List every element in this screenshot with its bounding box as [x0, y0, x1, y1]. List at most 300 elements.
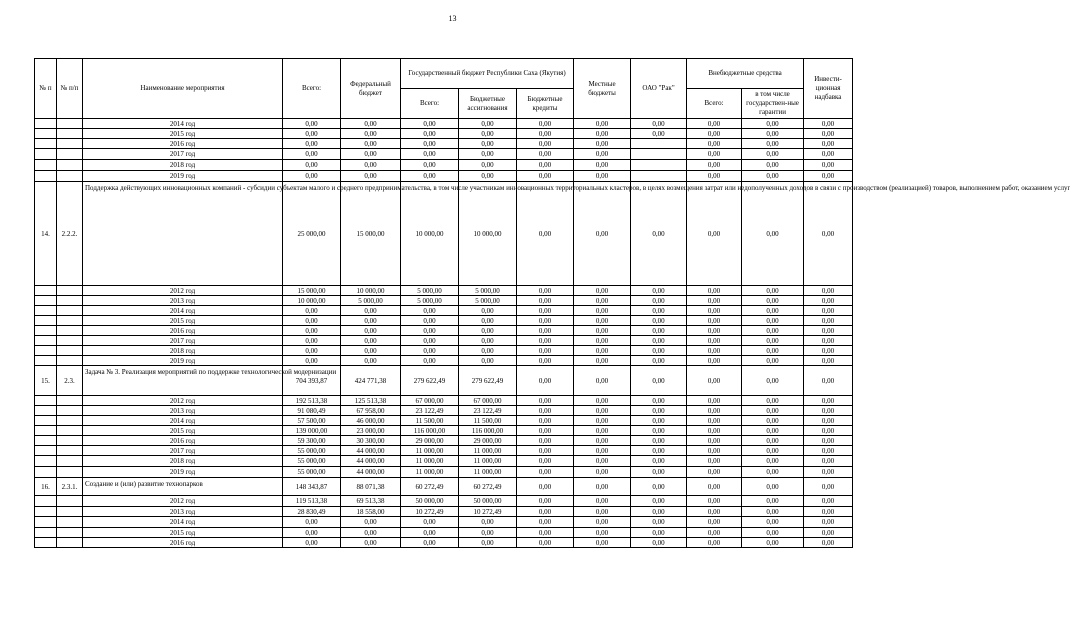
- table-row-year: [35, 139, 853, 149]
- cell-value: 0,00: [341, 316, 401, 326]
- cell-value: 0,00: [687, 182, 742, 286]
- cell-year: 2019 год: [83, 171, 283, 182]
- cell-empty: [57, 446, 83, 456]
- cell-value: 0,00: [631, 356, 687, 366]
- cell-value: 0,00: [283, 149, 341, 160]
- table-row-year: [35, 171, 853, 182]
- cell-value: 0,00: [804, 467, 853, 478]
- table-row-year: [35, 406, 853, 416]
- cell-value: 0,00: [742, 182, 804, 286]
- cell-empty: [35, 528, 57, 538]
- table-row-measure: [35, 478, 853, 496]
- cell-value: 11 500,00: [459, 416, 517, 426]
- cell-value: 0,00: [631, 426, 687, 436]
- cell-value: 0,00: [742, 528, 804, 538]
- cell-value: 0,00: [804, 416, 853, 426]
- cell-empty: [57, 326, 83, 336]
- cell-year: 2017 год: [83, 149, 283, 160]
- cell-year: 2016 год: [83, 139, 283, 149]
- cell-num: 16.: [35, 478, 57, 496]
- cell-empty: [57, 171, 83, 182]
- header-state-alloc: Бюджетные ассигнования: [459, 89, 517, 119]
- header-total: Всего:: [283, 59, 341, 119]
- table-row-measure: [35, 182, 853, 286]
- cell-value: 0,00: [517, 478, 574, 496]
- cell-value: 0,00: [687, 149, 742, 160]
- cell-value: 0,00: [283, 336, 341, 346]
- cell-year: 2017 год: [83, 446, 283, 456]
- cell-value: 0,00: [742, 538, 804, 548]
- cell-value: 0,00: [687, 356, 742, 366]
- cell-value: 0,00: [687, 517, 742, 528]
- cell-value: 0,00: [341, 160, 401, 171]
- cell-value: 0,00: [401, 326, 459, 336]
- cell-value: 0,00: [742, 478, 804, 496]
- cell-value: 0,00: [283, 528, 341, 538]
- cell-value: 0,00: [631, 119, 687, 129]
- cell-value: 0,00: [283, 306, 341, 316]
- cell-value: 0,00: [517, 496, 574, 507]
- cell-value: 0,00: [459, 139, 517, 149]
- cell-value: 0,00: [341, 528, 401, 538]
- cell-value: 0,00: [459, 149, 517, 160]
- cell-code: 2.2.2.: [57, 182, 83, 286]
- cell-value: 0,00: [517, 119, 574, 129]
- cell-value: 0,00: [631, 366, 687, 396]
- cell-value: 0,00: [517, 306, 574, 316]
- cell-empty: [35, 160, 57, 171]
- cell-value: 29 000,00: [401, 436, 459, 446]
- cell-empty: [35, 456, 57, 467]
- header-state-credit: Бюджетные кредиты: [517, 89, 574, 119]
- cell-value: 0,00: [804, 326, 853, 336]
- cell-value: 11 000,00: [401, 467, 459, 478]
- cell-year: 2016 год: [83, 326, 283, 336]
- table-row-year: [35, 119, 853, 129]
- cell-value: 0,00: [574, 528, 631, 538]
- cell-value: 55 000,00: [283, 446, 341, 456]
- cell-value: 192 513,38: [283, 396, 341, 406]
- cell-value: 0,00: [517, 406, 574, 416]
- cell-value: 0,00: [517, 356, 574, 366]
- cell-value: 0,00: [459, 517, 517, 528]
- cell-value: 10 272,49: [459, 507, 517, 517]
- table-row-year: [35, 426, 853, 436]
- cell-value: 0,00: [687, 336, 742, 346]
- header-extra-total: Всего:: [687, 89, 742, 119]
- cell-value: 0,00: [631, 446, 687, 456]
- cell-value: 0,00: [517, 436, 574, 446]
- cell-value: 0,00: [517, 517, 574, 528]
- cell-value: 0,00: [742, 286, 804, 296]
- cell-value: 0,00: [631, 316, 687, 326]
- cell-year: 2013 год: [83, 406, 283, 416]
- cell-value: 0,00: [459, 119, 517, 129]
- cell-value: 0,00: [341, 306, 401, 316]
- cell-value: 0,00: [401, 129, 459, 139]
- cell-value: 0,00: [459, 171, 517, 182]
- table-row-year: [35, 396, 853, 406]
- cell-value: 0,00: [401, 306, 459, 316]
- cell-value: 11 000,00: [401, 456, 459, 467]
- cell-value: 0,00: [401, 336, 459, 346]
- cell-empty: [35, 316, 57, 326]
- cell-value: 25 000,00: [283, 182, 341, 286]
- cell-value: 0,00: [742, 139, 804, 149]
- cell-value: 0,00: [687, 436, 742, 446]
- cell-value: [631, 149, 687, 160]
- cell-value: 10 272,49: [401, 507, 459, 517]
- cell-value: 0,00: [687, 446, 742, 456]
- table-row-year: [35, 160, 853, 171]
- cell-value: 0,00: [574, 326, 631, 336]
- cell-value: 0,00: [401, 316, 459, 326]
- cell-empty: [57, 119, 83, 129]
- cell-empty: [57, 316, 83, 326]
- cell-value: 0,00: [687, 456, 742, 467]
- cell-empty: [35, 406, 57, 416]
- cell-value: 10 000,00: [341, 286, 401, 296]
- cell-code: 2.3.: [57, 366, 83, 396]
- cell-year: 2012 год: [83, 286, 283, 296]
- cell-empty: [57, 426, 83, 436]
- cell-value: 0,00: [517, 336, 574, 346]
- cell-value: 60 272,49: [401, 478, 459, 496]
- cell-empty: [35, 119, 57, 129]
- table-row-year: [35, 149, 853, 160]
- page-number: 13: [448, 14, 457, 23]
- cell-value: 44 000,00: [341, 446, 401, 456]
- cell-value: 0,00: [574, 296, 631, 306]
- cell-empty: [57, 396, 83, 406]
- cell-empty: [57, 538, 83, 548]
- cell-empty: [35, 171, 57, 182]
- header-name: Наименование мероприятия: [83, 59, 283, 119]
- cell-empty: [35, 346, 57, 356]
- cell-value: 10 000,00: [459, 182, 517, 286]
- cell-value: 0,00: [517, 286, 574, 296]
- table-row-year: [35, 467, 853, 478]
- cell-value: 0,00: [401, 119, 459, 129]
- header-num: № п: [35, 59, 57, 119]
- cell-empty: [57, 286, 83, 296]
- cell-empty: [57, 436, 83, 446]
- cell-value: 0,00: [517, 160, 574, 171]
- cell-year: 2014 год: [83, 416, 283, 426]
- cell-value: 29 000,00: [459, 436, 517, 446]
- cell-value: 11 000,00: [459, 446, 517, 456]
- cell-empty: [35, 517, 57, 528]
- cell-empty: [57, 528, 83, 538]
- cell-value: 0,00: [631, 396, 687, 406]
- cell-value: 0,00: [574, 456, 631, 467]
- cell-year: 2018 год: [83, 160, 283, 171]
- cell-value: 0,00: [687, 139, 742, 149]
- cell-value: 0,00: [574, 467, 631, 478]
- cell-value: 0,00: [341, 129, 401, 139]
- cell-value: 0,00: [574, 507, 631, 517]
- header-federal: Федеральный бюджет: [341, 59, 401, 119]
- cell-value: 0,00: [687, 160, 742, 171]
- cell-value: 0,00: [517, 538, 574, 548]
- cell-value: 116 000,00: [401, 426, 459, 436]
- cell-value: 0,00: [742, 517, 804, 528]
- table-row-year: [35, 129, 853, 139]
- cell-value: 0,00: [804, 346, 853, 356]
- header-invest: Инвести-ционная надбавка: [804, 59, 853, 119]
- cell-year: 2014 год: [83, 306, 283, 316]
- cell-value: 0,00: [742, 416, 804, 426]
- cell-value: 0,00: [804, 456, 853, 467]
- cell-value: 0,00: [687, 129, 742, 139]
- cell-value: 23 122,49: [401, 406, 459, 416]
- cell-value: 0,00: [742, 446, 804, 456]
- cell-value: 0,00: [742, 119, 804, 129]
- cell-value: 0,00: [283, 538, 341, 548]
- cell-value: 0,00: [687, 296, 742, 306]
- cell-year: 2018 год: [83, 456, 283, 467]
- cell-value: 0,00: [742, 336, 804, 346]
- cell-value: 0,00: [517, 182, 574, 286]
- cell-value: 0,00: [804, 396, 853, 406]
- table-row-year: [35, 528, 853, 538]
- cell-value: 0,00: [283, 356, 341, 366]
- cell-value: 0,00: [687, 346, 742, 356]
- cell-value: 0,00: [459, 316, 517, 326]
- cell-value: 0,00: [804, 149, 853, 160]
- header-local: Местные бюджеты: [574, 59, 631, 119]
- cell-value: 279 622,49: [401, 366, 459, 396]
- cell-value: 0,00: [283, 139, 341, 149]
- cell-value: 0,00: [742, 507, 804, 517]
- cell-value: 424 771,38: [341, 366, 401, 396]
- cell-value: 0,00: [631, 326, 687, 336]
- cell-value: 0,00: [804, 446, 853, 456]
- cell-empty: [35, 149, 57, 160]
- cell-value: 5 000,00: [459, 286, 517, 296]
- cell-value: 69 513,38: [341, 496, 401, 507]
- cell-value: 0,00: [742, 396, 804, 406]
- cell-value: 0,00: [459, 538, 517, 548]
- cell-value: 0,00: [574, 160, 631, 171]
- cell-value: 0,00: [742, 346, 804, 356]
- cell-value: 0,00: [742, 456, 804, 467]
- cell-value: 0,00: [401, 517, 459, 528]
- cell-value: 0,00: [574, 356, 631, 366]
- cell-value: 0,00: [401, 346, 459, 356]
- cell-value: 0,00: [687, 326, 742, 336]
- cell-value: 67 000,00: [401, 396, 459, 406]
- cell-value: 0,00: [687, 416, 742, 426]
- cell-value: 0,00: [804, 426, 853, 436]
- cell-value: 0,00: [687, 528, 742, 538]
- cell-value: 0,00: [517, 129, 574, 139]
- cell-value: 0,00: [742, 171, 804, 182]
- cell-value: 0,00: [687, 496, 742, 507]
- cell-empty: [57, 139, 83, 149]
- cell-empty: [57, 336, 83, 346]
- cell-value: 0,00: [687, 467, 742, 478]
- cell-value: 5 000,00: [401, 296, 459, 306]
- budget-table: [34, 58, 1070, 548]
- table-row-year: [35, 538, 853, 548]
- cell-value: 57 500,00: [283, 416, 341, 426]
- cell-value: 0,00: [631, 129, 687, 139]
- cell-value: 279 622,49: [459, 366, 517, 396]
- cell-value: 0,00: [517, 139, 574, 149]
- table-row-year: [35, 356, 853, 366]
- cell-value: 0,00: [804, 286, 853, 296]
- cell-value: 0,00: [517, 507, 574, 517]
- cell-value: 0,00: [574, 436, 631, 446]
- cell-value: 15 000,00: [283, 286, 341, 296]
- table-row-year: [35, 416, 853, 426]
- cell-value: 15 000,00: [341, 182, 401, 286]
- cell-empty: [35, 467, 57, 478]
- cell-empty: [35, 336, 57, 346]
- cell-value: 0,00: [631, 336, 687, 346]
- cell-value: 0,00: [283, 346, 341, 356]
- cell-year: 2019 год: [83, 356, 283, 366]
- cell-value: 23 122,49: [459, 406, 517, 416]
- cell-value: 0,00: [631, 517, 687, 528]
- cell-value: 0,00: [459, 356, 517, 366]
- cell-value: 0,00: [687, 507, 742, 517]
- cell-value: 0,00: [341, 346, 401, 356]
- cell-value: 0,00: [742, 426, 804, 436]
- cell-value: 11 000,00: [401, 446, 459, 456]
- cell-value: 0,00: [804, 171, 853, 182]
- cell-year: 2015 год: [83, 316, 283, 326]
- cell-value: 0,00: [517, 149, 574, 160]
- cell-value: 0,00: [804, 336, 853, 346]
- cell-value: 0,00: [283, 160, 341, 171]
- cell-value: 0,00: [631, 416, 687, 426]
- cell-empty: [57, 356, 83, 366]
- cell-value: 0,00: [517, 346, 574, 356]
- cell-value: 0,00: [283, 171, 341, 182]
- cell-value: 0,00: [687, 366, 742, 396]
- cell-value: 60 272,49: [459, 478, 517, 496]
- cell-value: 0,00: [401, 149, 459, 160]
- header-state-total: Всего:: [401, 89, 459, 119]
- table-row-year: [35, 346, 853, 356]
- cell-year: 2016 год: [83, 436, 283, 446]
- cell-value: 0,00: [574, 119, 631, 129]
- cell-value: 0,00: [631, 478, 687, 496]
- cell-empty: [35, 496, 57, 507]
- table-row-year: [35, 507, 853, 517]
- cell-value: 44 000,00: [341, 456, 401, 467]
- cell-value: 10 000,00: [401, 182, 459, 286]
- table-header: [35, 59, 853, 119]
- cell-value: 0,00: [631, 496, 687, 507]
- cell-value: 5 000,00: [459, 296, 517, 306]
- cell-value: 0,00: [804, 316, 853, 326]
- cell-value: 0,00: [631, 406, 687, 416]
- cell-value: 0,00: [283, 326, 341, 336]
- cell-value: 0,00: [804, 119, 853, 129]
- table-row-year: [35, 436, 853, 446]
- cell-value: 46 000,00: [341, 416, 401, 426]
- cell-value: 0,00: [631, 467, 687, 478]
- table-row-year: [35, 326, 853, 336]
- cell-value: 11 000,00: [459, 467, 517, 478]
- cell-value: 5 000,00: [401, 286, 459, 296]
- cell-value: 0,00: [459, 346, 517, 356]
- cell-value: 0,00: [341, 356, 401, 366]
- cell-value: 0,00: [401, 139, 459, 149]
- cell-code: 2.3.1.: [57, 478, 83, 496]
- cell-year: 2012 год: [83, 496, 283, 507]
- cell-empty: [57, 496, 83, 507]
- cell-value: 0,00: [283, 119, 341, 129]
- cell-value: 0,00: [341, 326, 401, 336]
- cell-value: 148 343,87: [283, 478, 341, 496]
- cell-value: 0,00: [631, 346, 687, 356]
- cell-value: 0,00: [631, 528, 687, 538]
- cell-value: 0,00: [517, 366, 574, 396]
- cell-value: 0,00: [804, 507, 853, 517]
- cell-value: 0,00: [459, 528, 517, 538]
- cell-empty: [35, 416, 57, 426]
- cell-empty: [35, 396, 57, 406]
- cell-value: 0,00: [401, 171, 459, 182]
- cell-value: 0,00: [742, 306, 804, 316]
- cell-value: 0,00: [631, 286, 687, 296]
- cell-value: 0,00: [742, 356, 804, 366]
- header-extra-guar: в том числе государствен-ные гарантии: [742, 89, 804, 119]
- table-row-year: [35, 296, 853, 306]
- cell-value: 0,00: [804, 129, 853, 139]
- cell-value: 0,00: [517, 446, 574, 456]
- cell-value: 5 000,00: [341, 296, 401, 306]
- cell-year: 2017 год: [83, 336, 283, 346]
- cell-value: 0,00: [574, 149, 631, 160]
- cell-empty: [57, 149, 83, 160]
- cell-value: 0,00: [574, 336, 631, 346]
- header-oao: ОАО "Рак": [631, 59, 687, 119]
- cell-value: 0,00: [574, 366, 631, 396]
- cell-value: 0,00: [687, 426, 742, 436]
- cell-empty: [57, 296, 83, 306]
- cell-value: 0,00: [341, 139, 401, 149]
- cell-num: 14.: [35, 182, 57, 286]
- cell-value: 0,00: [687, 316, 742, 326]
- cell-empty: [35, 286, 57, 296]
- cell-empty: [35, 296, 57, 306]
- cell-value: 50 000,00: [401, 496, 459, 507]
- cell-empty: [35, 129, 57, 139]
- cell-value: 0,00: [804, 139, 853, 149]
- cell-value: 0,00: [631, 182, 687, 286]
- cell-value: 0,00: [742, 467, 804, 478]
- cell-value: 0,00: [804, 538, 853, 548]
- cell-value: [631, 160, 687, 171]
- cell-value: 0,00: [341, 171, 401, 182]
- cell-value: 0,00: [341, 336, 401, 346]
- cell-value: 704 393,87: [283, 366, 341, 396]
- cell-empty: [57, 416, 83, 426]
- cell-value: 0,00: [401, 528, 459, 538]
- cell-value: 91 080,49: [283, 406, 341, 416]
- table-row-measure: [35, 366, 853, 396]
- table-row-year: [35, 446, 853, 456]
- cell-year: 2012 год: [83, 396, 283, 406]
- cell-value: 0,00: [742, 436, 804, 446]
- cell-value: 0,00: [574, 139, 631, 149]
- cell-value: 0,00: [574, 396, 631, 406]
